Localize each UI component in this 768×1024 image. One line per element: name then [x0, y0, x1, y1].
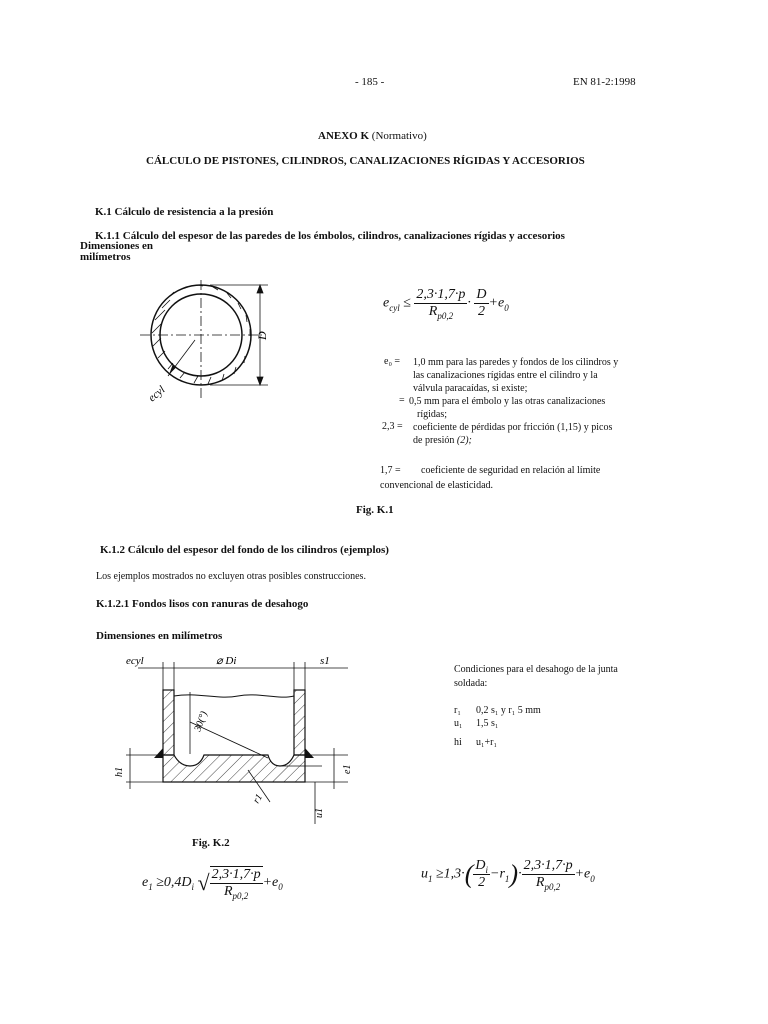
formula-e1	[142, 866, 283, 900]
section-k12-intro: Los ejemplos mostrados no excluyen otras posibles construcciones.	[96, 571, 366, 582]
conditions-title-1: Condiciones para el desahogo de la junta	[454, 664, 618, 675]
fe1-rel-sub: i	[191, 882, 195, 893]
formula-u1: $u_1 \ge 1,3\cdot$( $\frac{D_i}{2}$ $-r_1)\cdot$ $\frac{2,3\cdot 1,7\cdot p}{R_{p0,2}}$ $+e_0$	[421, 858, 595, 892]
def-17-line-2: convencional de elasticidad.	[380, 480, 494, 491]
conditions-title	[454, 663, 618, 691]
f1-numerator: 2,3·1,7·p	[416, 287, 466, 302]
f1-denominator	[414, 304, 467, 320]
def-23-text	[413, 421, 612, 447]
fu1-paren-open: (	[464, 859, 474, 889]
cond-row-1-sym: r₁	[454, 705, 461, 716]
f1-denominator-2: 2	[477, 304, 485, 319]
fu1-inner-minus-sub: 1	[504, 873, 510, 884]
fe1-fraction	[210, 866, 263, 900]
fe1-sqrt: √	[197, 870, 210, 895]
fe1-den-r: R	[223, 884, 233, 899]
f1-numerator-2: D	[476, 287, 487, 302]
fu1-inner-num: D	[475, 858, 486, 873]
section-k121-heading: K.1.2.1 Fondos lisos con ranuras de desahogo	[96, 598, 309, 610]
def-23-symbol: 2,3 =	[382, 421, 403, 432]
def-alt-text	[409, 395, 605, 421]
cond-row-3-val: u₁+r₁	[476, 737, 497, 748]
section-k1-heading: K.1 Cálculo de resistencia a la presión	[95, 206, 274, 218]
cond-row-3-sym: hi	[454, 737, 462, 748]
cond-row-2-val: 1,5 s₁	[476, 718, 499, 729]
conditions-title-2: soldada:	[454, 678, 488, 689]
fu1-fraction	[522, 858, 575, 891]
f1-lhs-sub: cyl	[389, 302, 400, 313]
fu1-den-r: R	[535, 875, 545, 890]
fu1-inner-den: 2	[478, 875, 486, 890]
dims-line-1: Dimensiones en	[80, 240, 154, 252]
def-e0-line-3: válvula paracaídas, si existe;	[413, 383, 528, 394]
figure-k1-caption: Fig. K.1	[356, 504, 394, 516]
fu1-lhs-sub: 1	[428, 873, 433, 884]
def-e0-symbol: e₀ =	[384, 356, 401, 367]
k2-label-h1: h1	[114, 767, 125, 777]
top-dimensions	[138, 662, 348, 690]
def-17-line-1: coeficiente de seguridad en relación al límite	[421, 465, 601, 476]
f1-den-r: R	[428, 304, 438, 319]
fe1-denominator	[210, 884, 263, 900]
f1-plus: +e	[488, 295, 505, 311]
annex-title-bold: ANEXO K	[318, 130, 370, 142]
standard-code: EN 81-2:1998	[573, 76, 636, 88]
f1-den-sub: p0,2	[437, 311, 454, 321]
f1-fraction	[414, 287, 467, 320]
weld-left	[154, 748, 163, 758]
def-e0-line-2: las canalizaciones rígidas entre el cilindro y la	[413, 370, 598, 381]
def-alt-line-2: rígidas;	[417, 409, 447, 420]
def-23-line-2	[413, 434, 612, 447]
def-23-line-1: coeficiente de pérdidas por fricción (1,15) y picos	[413, 422, 613, 433]
k2-label-angle: 30(°)	[192, 709, 210, 734]
fu1-numerator: 2,3·1,7·p	[523, 858, 573, 873]
section-k121-dims: Dimensiones en milímetros	[96, 630, 223, 642]
fu1-plus: +e	[574, 866, 591, 882]
f1-rel: ≤	[403, 295, 411, 311]
cylinder-base	[163, 755, 305, 782]
annex-title	[318, 130, 427, 142]
k2-label-di: ⌀ Di	[216, 655, 237, 667]
right-wall	[294, 690, 305, 755]
f1-fraction-2	[474, 287, 488, 320]
annex-subtitle: CÁLCULO DE PISTONES, CILINDROS, CANALIZACIONES RÍGIDAS Y ACCESORIOS	[146, 155, 585, 167]
def-e0-text	[413, 356, 618, 395]
label-d: D	[255, 331, 269, 340]
cond-row-1-val: 0,2 s₁ y r₁ 5 mm	[476, 705, 541, 716]
k2-label-u1: u1	[314, 808, 325, 818]
figure-k1-drawing	[110, 280, 285, 410]
section-k12-heading: K.1.2 Cálculo del espesor del fondo de los cilindros (ejemplos)	[100, 544, 389, 556]
dims-line-2: milímetros	[80, 251, 131, 263]
fu1-den-sub: p0,2	[544, 882, 561, 892]
k2-label-s1: s1	[320, 655, 330, 667]
section-k11-heading: K.1.1 Cálculo del espesor de las paredes de los émbolos, cilindros, canalizaciones rígidas y accesorios	[95, 230, 565, 242]
figure-k2-caption: Fig. K.2	[192, 837, 230, 849]
f1-plus-sub: 0	[504, 302, 509, 313]
f1-mult: ·	[467, 295, 471, 311]
f1-lhs: e	[383, 295, 390, 311]
fe1-den-sub: p0,2	[232, 891, 249, 901]
angle-leaders	[190, 692, 270, 802]
formula-ecyl	[383, 287, 509, 320]
fe1-plus-sub: 0	[278, 882, 283, 893]
dimension-h1	[126, 748, 163, 789]
fe1-lhs: e	[142, 875, 149, 891]
page-number: - 185 -	[355, 76, 385, 88]
k2-label-e1: e1	[342, 764, 353, 774]
fe1-lhs-sub: 1	[148, 882, 153, 893]
def-23-line-2a: de presión	[413, 435, 455, 446]
def-alt-line-1: 0,5 mm para el émbolo y las otras canalizaciones	[409, 396, 606, 407]
weld-right	[305, 748, 314, 758]
def-17-symbol: 1,7 =	[380, 465, 401, 476]
annex-title-normal: (Normativo)	[371, 130, 427, 142]
fu1-inner-minus: −r	[490, 866, 505, 882]
fu1-inner-fraction	[473, 858, 490, 891]
fluid-surface	[174, 695, 294, 697]
def-alt-symbol: =	[399, 395, 405, 406]
fu1-lhs: u	[421, 866, 428, 882]
k2-label-r1: r1	[251, 792, 266, 806]
fu1-inner-num-sub: i	[485, 865, 488, 875]
fe1-rel: ≥0,4D	[156, 875, 192, 891]
fu1-plus-sub: 0	[590, 873, 595, 884]
fe1-numerator: 2,3·1,7·p	[211, 867, 261, 882]
label-ecyl: ecyl	[146, 383, 168, 405]
fu1-rel: ≥1,3·	[436, 866, 465, 882]
cond-row-2-sym: u₁	[454, 718, 463, 729]
def-23-line-2b: (2);	[456, 435, 472, 446]
fe1-plus: +e	[262, 875, 279, 891]
center-lines	[140, 280, 262, 398]
fu1-paren-close: )	[509, 859, 519, 889]
left-wall	[163, 690, 174, 755]
figure-k2-drawing	[108, 652, 388, 827]
k2-label-ecyl: ecyl	[126, 655, 144, 667]
def-e0-line-1: 1,0 mm para las paredes y fondos de los cilindros y	[413, 357, 619, 368]
